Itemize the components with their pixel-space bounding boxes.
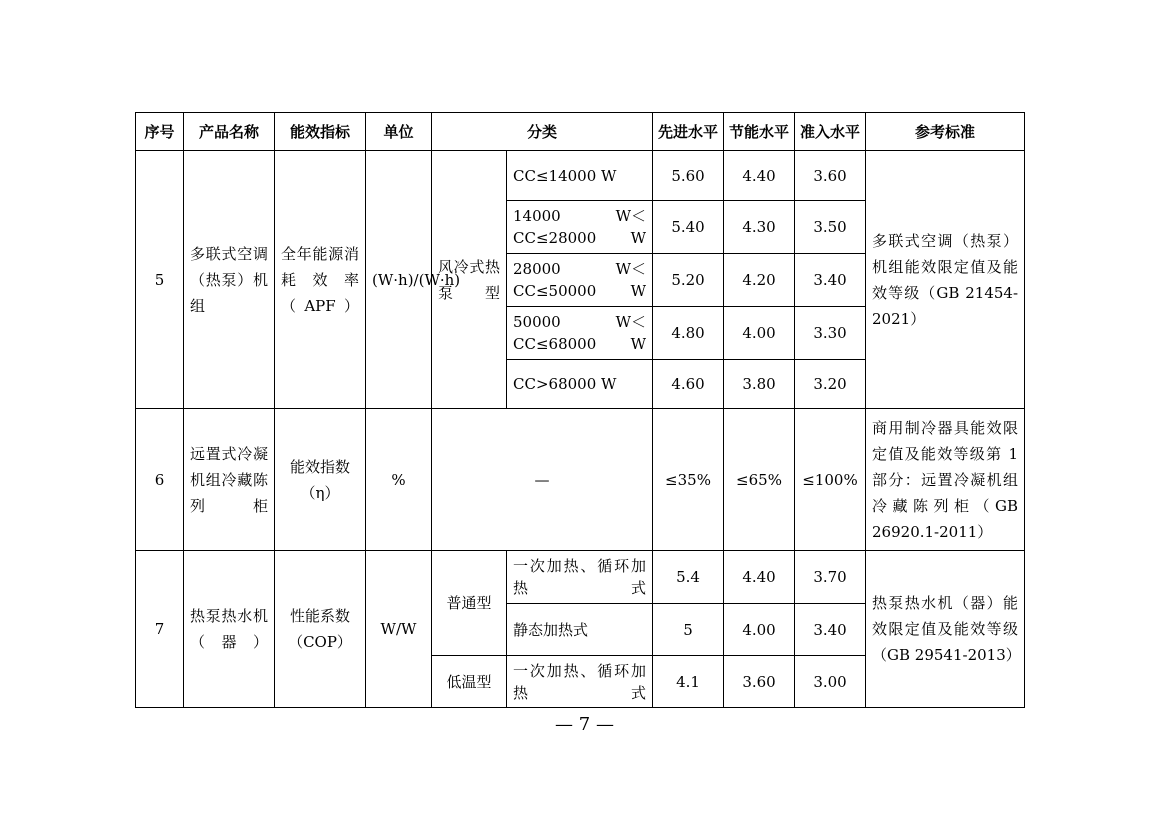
row6-saving: ≤65%: [724, 409, 795, 551]
row7-category-low: 低温型: [432, 656, 507, 708]
row7-index: 7: [136, 551, 184, 708]
row7-sub3-class: 一次加热、循环加热式: [507, 656, 653, 708]
row5-sub2-advanced: 5.40: [653, 201, 724, 254]
row6-reference: 商用制冷器具能效限定值及能效等级第 1 部分：远置冷凝机组冷藏陈列柜（GB 26920.1-2011）: [866, 409, 1025, 551]
table-row: [136, 151, 1025, 201]
row5-sub3-advanced: 5.20: [653, 254, 724, 307]
row7-sub1-saving: 4.40: [724, 551, 795, 604]
row7-sub1-class: 一次加热、循环加热式: [507, 551, 653, 604]
row7-sub2-class: 静态加热式: [507, 604, 653, 656]
row5-sub5-entry: 3.20: [795, 360, 866, 409]
row5-sub4-entry: 3.30: [795, 307, 866, 360]
row5-sub4-class: 50000 W＜CC≤68000 W: [507, 307, 653, 360]
row6-category: —: [432, 409, 653, 551]
row5-sub4-saving: 4.00: [724, 307, 795, 360]
row7-sub2-entry: 3.40: [795, 604, 866, 656]
row6-advanced: ≤35%: [653, 409, 724, 551]
row5-sub4-advanced: 4.80: [653, 307, 724, 360]
row5-sub3-class: 28000 W＜CC≤50000 W: [507, 254, 653, 307]
row5-sub2-entry: 3.50: [795, 201, 866, 254]
row5-sub3-entry: 3.40: [795, 254, 866, 307]
row5-category: 风冷式热泵型: [432, 151, 507, 409]
row5-reference: 多联式空调（热泵）机组能效限定值及能效等级（GB 21454-2021）: [866, 151, 1025, 409]
row7-sub3-entry: 3.00: [795, 656, 866, 708]
row5-sub3-saving: 4.20: [724, 254, 795, 307]
row5-sub1-entry: 3.60: [795, 151, 866, 201]
header-index: 序号: [136, 113, 184, 151]
row6-product: 远置式冷凝机组冷藏陈列柜: [184, 409, 275, 551]
row5-sub1-advanced: 5.60: [653, 151, 724, 201]
row7-unit: W/W: [366, 551, 432, 708]
header-unit: 单位: [366, 113, 432, 151]
row5-sub2-class: 14000 W＜CC≤28000 W: [507, 201, 653, 254]
row7-sub1-advanced: 5.4: [653, 551, 724, 604]
row5-sub1-saving: 4.40: [724, 151, 795, 201]
header-reference: 参考标准: [866, 113, 1025, 151]
row7-product: 热泵热水机（器）: [184, 551, 275, 708]
row5-indicator: 全年能源消耗效率（APF）: [275, 151, 366, 409]
page-number: — 7 —: [555, 714, 614, 735]
row7-reference: 热泵热水机（器）能效限定值及能效等级（GB 29541-2013）: [866, 551, 1025, 708]
row6-index: 6: [136, 409, 184, 551]
header-entry: 准入水平: [795, 113, 866, 151]
row5-unit: (W·h)/(W·h): [366, 151, 432, 409]
header-energy-saving: 节能水平: [724, 113, 795, 151]
row7-sub3-saving: 3.60: [724, 656, 795, 708]
row7-sub2-advanced: 5: [653, 604, 724, 656]
row7-sub2-saving: 4.00: [724, 604, 795, 656]
row5-product: 多联式空调（热泵）机组: [184, 151, 275, 409]
row5-sub5-advanced: 4.60: [653, 360, 724, 409]
header-indicator: 能效指标: [275, 113, 366, 151]
row5-index: 5: [136, 151, 184, 409]
row5-sub5-saving: 3.80: [724, 360, 795, 409]
header-category: 分类: [432, 113, 653, 151]
row6-indicator: 能效指数（η）: [275, 409, 366, 551]
row5-sub5-class: CC>68000 W: [507, 360, 653, 409]
row7-sub3-advanced: 4.1: [653, 656, 724, 708]
row6-unit: %: [366, 409, 432, 551]
row6-entry: ≤100%: [795, 409, 866, 551]
table-row: [136, 409, 1025, 551]
header-row: [136, 113, 1025, 151]
table-row: [136, 551, 1025, 604]
row7-category-normal: 普通型: [432, 551, 507, 656]
row5-sub2-saving: 4.30: [724, 201, 795, 254]
header-advanced: 先进水平: [653, 113, 724, 151]
header-product: 产品名称: [184, 113, 275, 151]
row7-sub1-entry: 3.70: [795, 551, 866, 604]
efficiency-table: [135, 112, 1025, 708]
row7-indicator: 性能系数（COP）: [275, 551, 366, 708]
row5-sub1-class: CC≤14000 W: [507, 151, 653, 201]
